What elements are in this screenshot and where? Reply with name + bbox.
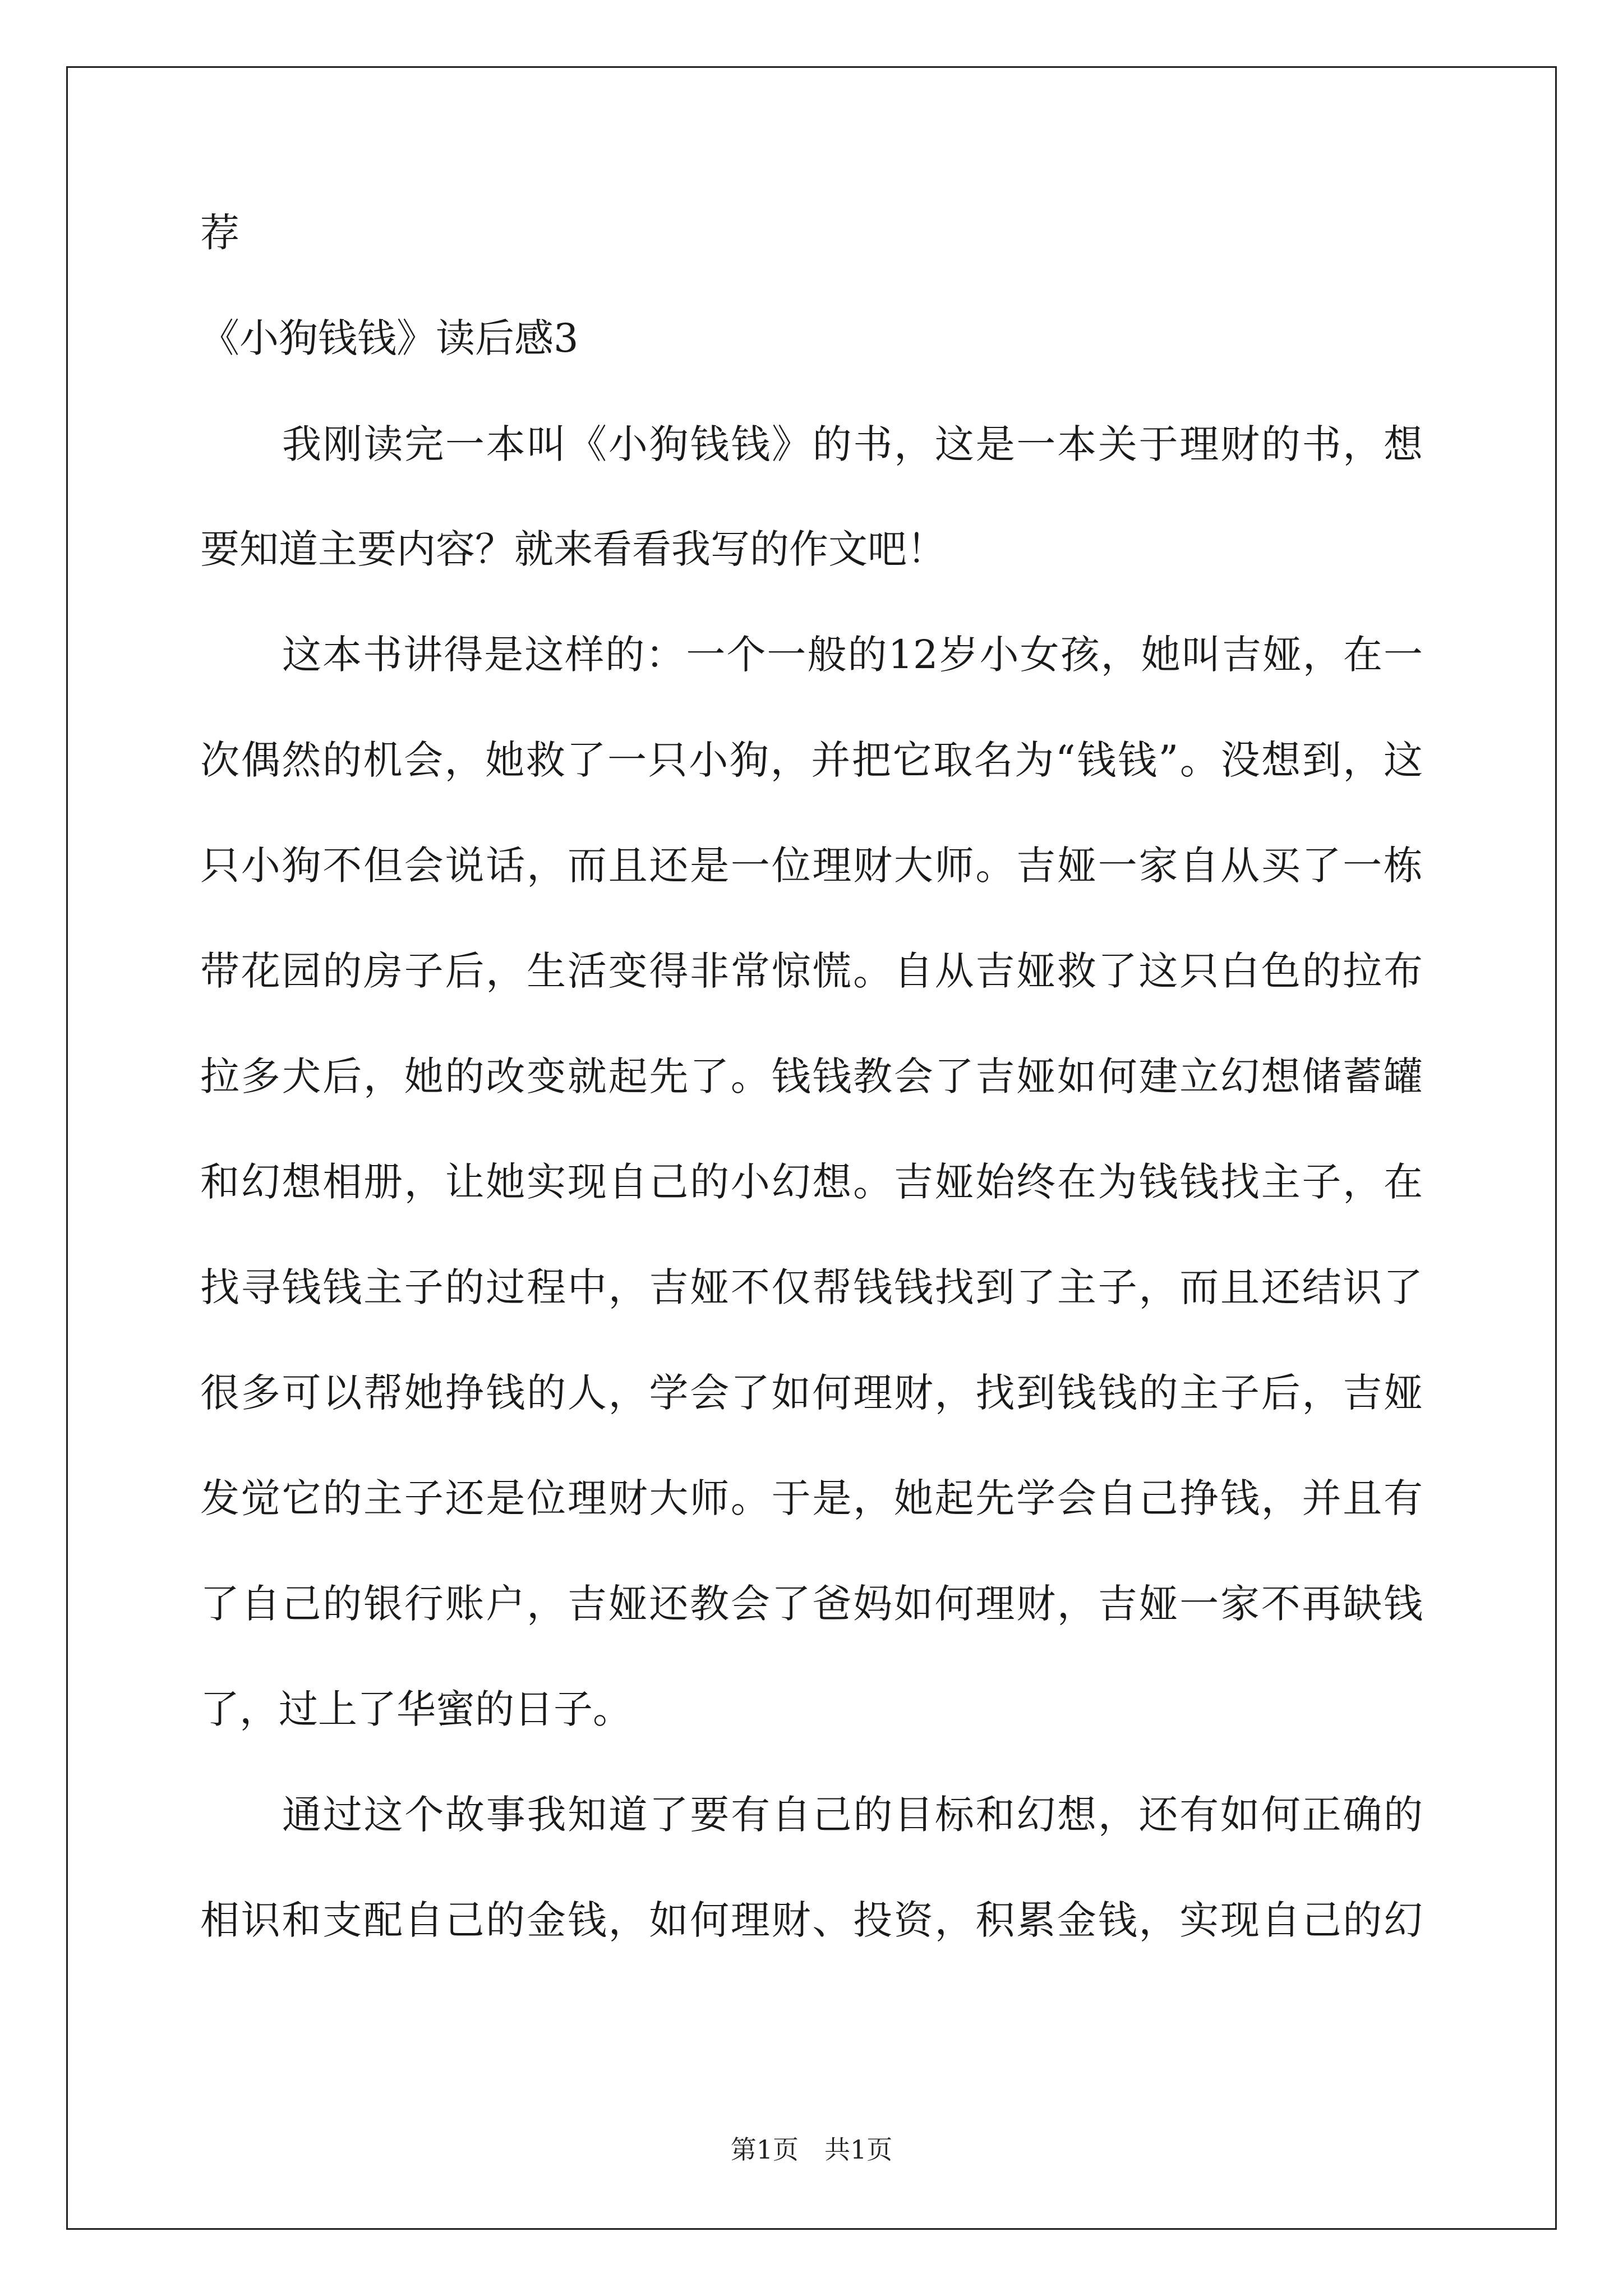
paragraph-line: 我刚读完一本叫《小狗钱钱》的书，这是一本关于理财的书，想	[282, 421, 1423, 467]
paragraph-line: 相识和支配自己的金钱，如何理财、投资，积累金钱，实现自己的幻	[200, 1897, 1423, 1943]
page-number-footer: 第1页 共1页	[730, 2134, 893, 2165]
paragraph-line: 了自己的银行账户，吉娅还教会了爸妈如何理财，吉娅一家不再缺钱	[200, 1581, 1423, 1627]
paragraph-line: 发觉它的主子还是位理财大师。于是，她起先学会自己挣钱，并且有	[200, 1475, 1423, 1521]
paragraph-line: 只小狗不但会说话，而且还是一位理财大师。吉娅一家自从买了一栋	[200, 843, 1423, 889]
paragraph-line: 次偶然的机会，她救了一只小狗，并把它取名为“钱钱”。没想到，这	[200, 737, 1423, 783]
paragraph-line: 要知道主要内容？就来看看我写的作文吧！	[200, 526, 946, 572]
paragraph-line: 和幻想相册，让她实现自己的小幻想。吉娅始终在为钱钱找主子，在	[200, 1159, 1423, 1205]
paragraph-line: 拉多犬后，她的改变就起先了。钱钱教会了吉娅如何建立幻想储蓄罐	[200, 1053, 1423, 1099]
paragraph-line: 了，过上了华蜜的日子。	[200, 1686, 632, 1732]
paragraph-line: 通过这个故事我知道了要有自己的目标和幻想，还有如何正确的	[282, 1792, 1423, 1838]
paragraph-line: 很多可以帮她挣钱的人，学会了如何理财，找到钱钱的主子后，吉娅	[200, 1370, 1423, 1416]
text-line: 荐	[200, 210, 239, 256]
paragraph-line: 找寻钱钱主子的过程中，吉娅不仅帮钱钱找到了主子，而且还结识了	[200, 1264, 1423, 1310]
section-heading: 《小狗钱钱》读后感3	[200, 315, 579, 361]
paragraph-line: 这本书讲得是这样的：一个一般的12岁小女孩，她叫吉娅，在一	[282, 632, 1423, 678]
paragraph-line: 带花园的房子后，生活变得非常惊慌。自从吉娅救了这只白色的拉布	[200, 948, 1423, 994]
